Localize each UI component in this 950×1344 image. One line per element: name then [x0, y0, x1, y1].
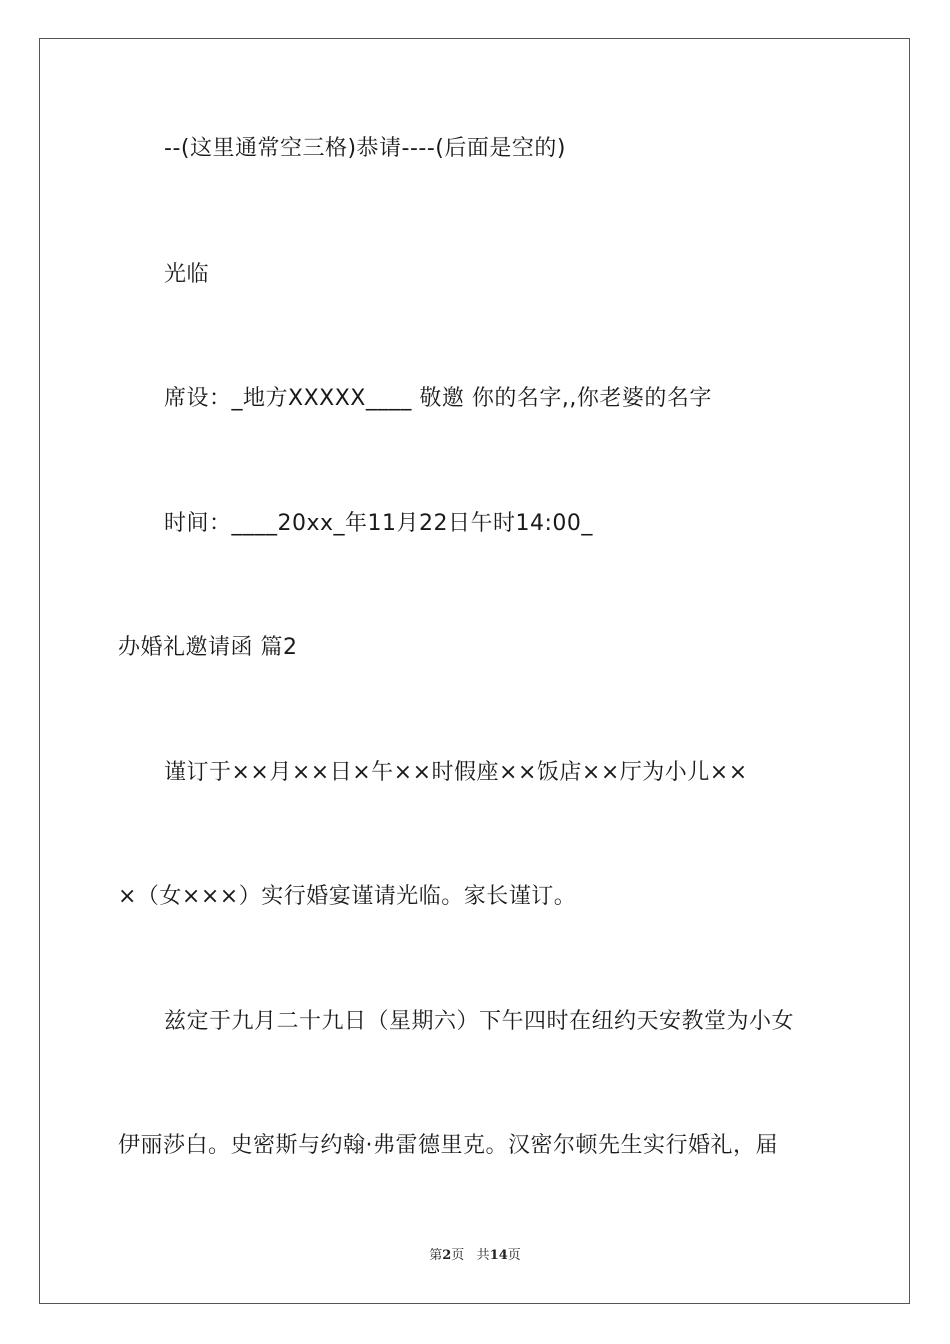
page-footer [0, 1247, 950, 1265]
paragraph-line: 兹定于九月二十九日（星期六）下午四时在纽约天安教堂为小女 [164, 1009, 795, 1034]
invitation-line: --(这里通常空三格)恭请----(后面是空的) [164, 136, 566, 161]
page-number: 2 [442, 1248, 452, 1263]
paragraph-line: 谨订于××月××日×午××时假座××饭店××厅为小儿×× [164, 760, 748, 785]
paragraph-line: 伊丽莎白。史密斯与约翰·弗雷德里克。汉密尔顿先生实行婚礼，届 [118, 1133, 778, 1158]
total-prefix: 共 [476, 1248, 490, 1263]
venue-line: 席设：_地方XXXXX____ 敬邀 你的名字,,你老婆的名字 [164, 386, 712, 411]
total-suffix: 页 [507, 1248, 521, 1263]
page-prefix: 第 [429, 1248, 443, 1263]
paragraph-line: ×（女×××）实行婚宴谨请光临。家长谨订。 [118, 884, 577, 909]
page-border [39, 38, 910, 1304]
section-heading: 办婚礼邀请函 篇2 [118, 635, 298, 660]
total-pages: 14 [489, 1248, 508, 1263]
time-line: 时间：____20xx_年11月22日午时14:00_ [164, 511, 593, 536]
page-suffix: 页 [451, 1248, 465, 1263]
invitation-line: 光临 [164, 262, 210, 287]
